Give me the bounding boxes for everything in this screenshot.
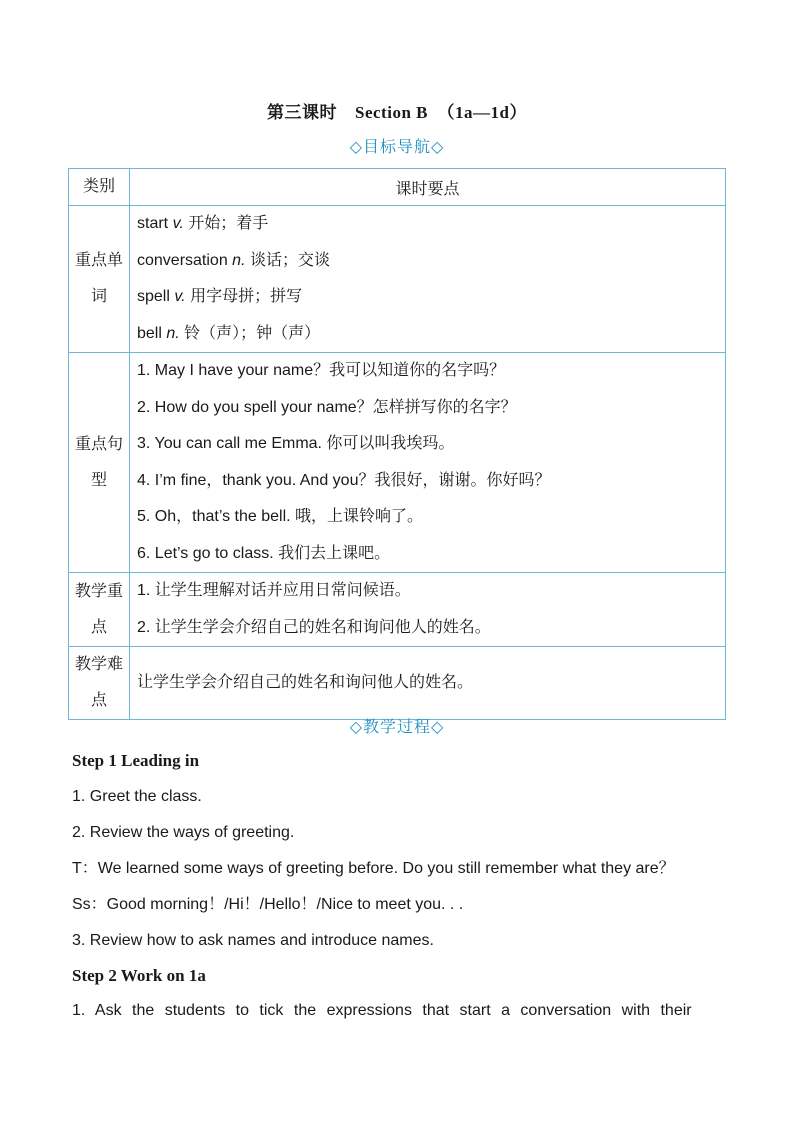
vocab-word: conversation [137, 251, 228, 269]
vocab-item [137, 279, 725, 316]
vocab-word: start [137, 215, 169, 232]
section-label: Section B [355, 103, 428, 122]
difficulty-item: 让学生学会介绍自己的姓名和询问他人的姓名。 [137, 673, 474, 691]
vocab-meaning: 谈话；交谈 [249, 251, 330, 269]
process-heading: ◇教学过程◇ [349, 719, 445, 736]
key-points-row [69, 573, 726, 647]
step1-line: Ss：Good morning！/Hi！/Hello！/Nice to meet you. . . [72, 896, 464, 913]
sentences-label: 重点句型 [69, 353, 130, 573]
sentence-item: 2. How do you spell your name？怎样拼写你的名字？ [137, 398, 517, 416]
key-points-label: 教学重点 [69, 573, 130, 647]
header-category: 类别 [69, 169, 130, 206]
step1-line: 1. Greet the class. [72, 788, 202, 805]
vocab-meaning: 用字母拼；拼写 [190, 288, 303, 305]
sentence-item: 6. Let’s go to class. 我们去上课吧。 [137, 544, 391, 562]
vocab-pos: v. [174, 288, 186, 305]
header-points: 课时要点 [130, 169, 726, 206]
sentences-row [69, 353, 726, 573]
key-point-item: 2. 让学生学会介绍自己的姓名和询问他人的姓名。 [137, 618, 491, 636]
vocab-pos: v. [172, 215, 184, 232]
table-header-row [69, 169, 726, 206]
step1-line: 2. Review the ways of greeting. [72, 824, 295, 841]
vocab-list [130, 206, 726, 353]
vocab-pos: n. [232, 251, 246, 269]
goals-table [68, 168, 726, 720]
sentence-item: 5. Oh，that’s the bell. 哦，上课铃响了。 [137, 508, 424, 525]
sentence-item: 3. You can call me Emma. 你可以叫我埃玛。 [137, 435, 455, 452]
step2-title: Step 2 Work on 1a [72, 966, 206, 985]
sentence-item: 1. May I have your name？我可以知道你的名字吗？ [137, 362, 506, 379]
vocab-item [137, 243, 725, 280]
key-point-item: 1. 让学生理解对话并应用日常问候语。 [137, 582, 411, 599]
step1-line: T：We learned some ways of greeting before. Do you still remember what they are？ [72, 860, 675, 877]
vocab-word: bell [137, 324, 162, 342]
difficulties-row [69, 647, 726, 720]
sentence-item: 4. I’m fine，thank you. And you？我很好，谢谢。你好吗？ [137, 471, 551, 489]
page-title [0, 98, 794, 123]
step2-line: 1. Ask the students to tick the expressions that start a conversation with their [72, 1002, 692, 1019]
process-body [72, 743, 726, 1029]
vocab-word: spell [137, 288, 170, 305]
vocab-item [137, 206, 725, 243]
section-range: （1a—1d） [437, 103, 527, 122]
vocab-item [137, 316, 725, 353]
difficulties-label: 教学难点 [69, 647, 130, 720]
step1-line: 3. Review how to ask names and introduce names. [72, 932, 434, 949]
vocab-meaning: 开始；着手 [188, 215, 269, 232]
difficulties-list [130, 647, 726, 720]
vocab-label: 重点单词 [69, 206, 130, 353]
vocab-row [69, 206, 726, 353]
vocab-meaning: 铃（声）；钟（声） [184, 324, 321, 342]
goals-heading: ◇目标导航◇ [349, 139, 445, 156]
step1-title: Step 1 Leading in [72, 751, 200, 770]
key-points-list [130, 573, 726, 647]
lesson-label: 第三课时 [267, 103, 338, 122]
vocab-pos: n. [166, 324, 180, 342]
sentences-list [130, 353, 726, 573]
